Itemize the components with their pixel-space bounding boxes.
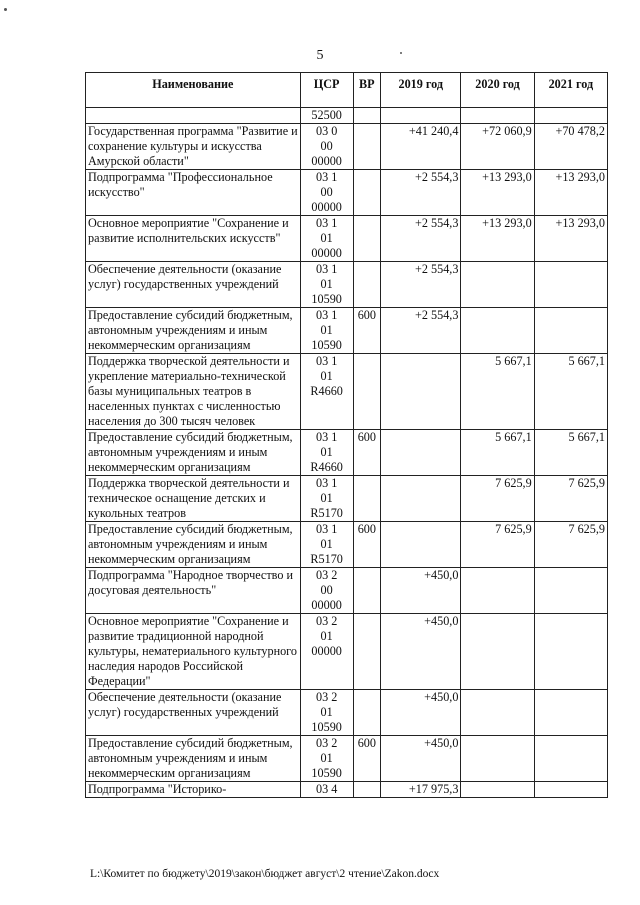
cell-name: Обеспечение деятельности (оказание услуг) государственных учреждений — [86, 690, 301, 736]
cell-2019: +2 554,3 — [381, 170, 461, 216]
table-row — [86, 124, 608, 170]
cell-2021: 5 667,1 — [534, 354, 607, 430]
cell-csr: 03 1 01 R5170 — [300, 476, 353, 522]
cell-csr: 03 1 01 R4660 — [300, 430, 353, 476]
cell-csr: 03 1 01 10590 — [300, 308, 353, 354]
cell-2021 — [534, 262, 607, 308]
cell-name: Обеспечение деятельности (оказание услуг) государственных учреждений — [86, 262, 301, 308]
scan-speck — [400, 52, 402, 54]
cell-vr — [353, 354, 380, 430]
table-row — [86, 690, 608, 736]
cell-csr: 03 1 01 00000 — [300, 216, 353, 262]
cell-name: Предоставление субсидий бюджетным, автономным учреждениям и иным некоммерческим организациям — [86, 308, 301, 354]
cell-vr — [353, 690, 380, 736]
cell-2021: +13 293,0 — [534, 216, 607, 262]
table-row — [86, 476, 608, 522]
table-row — [86, 736, 608, 782]
cell-name: Предоставление субсидий бюджетным, автономным учреждениям и иным некоммерческим организациям — [86, 522, 301, 568]
cell-2019: +450,0 — [381, 736, 461, 782]
table-row — [86, 170, 608, 216]
table-row — [86, 308, 608, 354]
cell-2020 — [461, 690, 534, 736]
page-number: 5 — [316, 48, 324, 63]
cell-2019 — [381, 354, 461, 430]
footer-file-path: L:\Комитет по бюджету\2019\закон\бюджет август\2 чтение\Zakon.docx — [90, 868, 440, 880]
cell-name: Предоставление субсидий бюджетным, автономным учреждениям и иным некоммерческим организациям — [86, 430, 301, 476]
cell-csr: 03 2 00 00000 — [300, 568, 353, 614]
cell-csr: 03 1 01 10590 — [300, 262, 353, 308]
cell-name: Поддержка творческой деятельности и укрепление материально-технической базы муниципальных театров в населенных пунктах с численностью населения до 300 тысяч человек — [86, 354, 301, 430]
table-row — [86, 614, 608, 690]
cell-vr — [353, 614, 380, 690]
cell-vr — [353, 124, 380, 170]
cell-2019 — [381, 476, 461, 522]
cell-vr — [353, 170, 380, 216]
cell-2019: +41 240,4 — [381, 124, 461, 170]
cell-name: Подпрограмма "Народное творчество и досуговая деятельность" — [86, 568, 301, 614]
cell-vr — [353, 568, 380, 614]
cell-2020 — [461, 308, 534, 354]
cell-csr: 03 1 00 00000 — [300, 170, 353, 216]
cell-name: Подпрограмма "Профессиональное искусство" — [86, 170, 301, 216]
cell-2019 — [381, 522, 461, 568]
budget-table — [85, 72, 608, 798]
cell-csr: 03 2 01 10590 — [300, 690, 353, 736]
cell-name: Подпрограмма "Историко- — [86, 782, 301, 798]
header-name: Наименование — [86, 73, 301, 108]
cell-2021: 7 625,9 — [534, 522, 607, 568]
cell-2021 — [534, 108, 607, 124]
table-body — [86, 108, 608, 798]
cell-csr: 52500 — [300, 108, 353, 124]
cell-2020: 5 667,1 — [461, 430, 534, 476]
table-row — [86, 522, 608, 568]
table-row — [86, 354, 608, 430]
cell-2019 — [381, 430, 461, 476]
cell-2021 — [534, 568, 607, 614]
header-2020: 2020 год — [461, 73, 534, 108]
cell-2020 — [461, 614, 534, 690]
cell-2019: +450,0 — [381, 690, 461, 736]
cell-2019 — [381, 108, 461, 124]
cell-csr: 03 1 01 R4660 — [300, 354, 353, 430]
cell-2021 — [534, 782, 607, 798]
cell-2021 — [534, 736, 607, 782]
cell-csr: 03 1 01 R5170 — [300, 522, 353, 568]
cell-vr — [353, 262, 380, 308]
cell-2021 — [534, 308, 607, 354]
cell-2020 — [461, 262, 534, 308]
table-row — [86, 216, 608, 262]
cell-2019: +17 975,3 — [381, 782, 461, 798]
table-row — [86, 568, 608, 614]
scan-speck — [4, 8, 7, 11]
cell-vr: 600 — [353, 430, 380, 476]
header-csr: ЦСР — [300, 73, 353, 108]
cell-name: Основное мероприятие "Сохранение и развитие традиционной народной культуры, нематериального культурного наследия народов Российской Федерации" — [86, 614, 301, 690]
header-2019: 2019 год — [381, 73, 461, 108]
cell-csr: 03 4 — [300, 782, 353, 798]
cell-2021 — [534, 690, 607, 736]
cell-name: Предоставление субсидий бюджетным, автономным учреждениям и иным некоммерческим организациям — [86, 736, 301, 782]
cell-2021 — [534, 614, 607, 690]
table-row — [86, 430, 608, 476]
cell-vr — [353, 782, 380, 798]
cell-2020: +72 060,9 — [461, 124, 534, 170]
cell-csr: 03 2 01 00000 — [300, 614, 353, 690]
header-2021: 2021 год — [534, 73, 607, 108]
cell-name: Государственная программа "Развитие и сохранение культуры и искусства Амурской области" — [86, 124, 301, 170]
cell-name: Поддержка творческой деятельности и техническое оснащение детских и кукольных театров — [86, 476, 301, 522]
cell-vr: 600 — [353, 522, 380, 568]
cell-2020: 5 667,1 — [461, 354, 534, 430]
table-row — [86, 108, 608, 124]
table-row — [86, 262, 608, 308]
cell-2019: +2 554,3 — [381, 308, 461, 354]
cell-2020 — [461, 736, 534, 782]
cell-vr: 600 — [353, 736, 380, 782]
cell-2019: +450,0 — [381, 568, 461, 614]
cell-2020 — [461, 782, 534, 798]
table-row — [86, 782, 608, 798]
cell-2019: +2 554,3 — [381, 262, 461, 308]
header-vr: ВР — [353, 73, 380, 108]
cell-vr — [353, 108, 380, 124]
cell-name: Основное мероприятие "Сохранение и развитие исполнительских искусств" — [86, 216, 301, 262]
cell-2020: +13 293,0 — [461, 216, 534, 262]
table-header-row — [86, 73, 608, 108]
cell-2021: +13 293,0 — [534, 170, 607, 216]
cell-csr: 03 2 01 10590 — [300, 736, 353, 782]
cell-2019: +450,0 — [381, 614, 461, 690]
cell-vr — [353, 216, 380, 262]
cell-2021: 7 625,9 — [534, 476, 607, 522]
cell-2020: 7 625,9 — [461, 476, 534, 522]
cell-vr — [353, 476, 380, 522]
cell-name — [86, 108, 301, 124]
cell-2019: +2 554,3 — [381, 216, 461, 262]
cell-2020: 7 625,9 — [461, 522, 534, 568]
cell-2020 — [461, 568, 534, 614]
cell-csr: 03 0 00 00000 — [300, 124, 353, 170]
cell-2021: +70 478,2 — [534, 124, 607, 170]
cell-vr: 600 — [353, 308, 380, 354]
cell-2021: 5 667,1 — [534, 430, 607, 476]
cell-2020 — [461, 108, 534, 124]
cell-2020: +13 293,0 — [461, 170, 534, 216]
